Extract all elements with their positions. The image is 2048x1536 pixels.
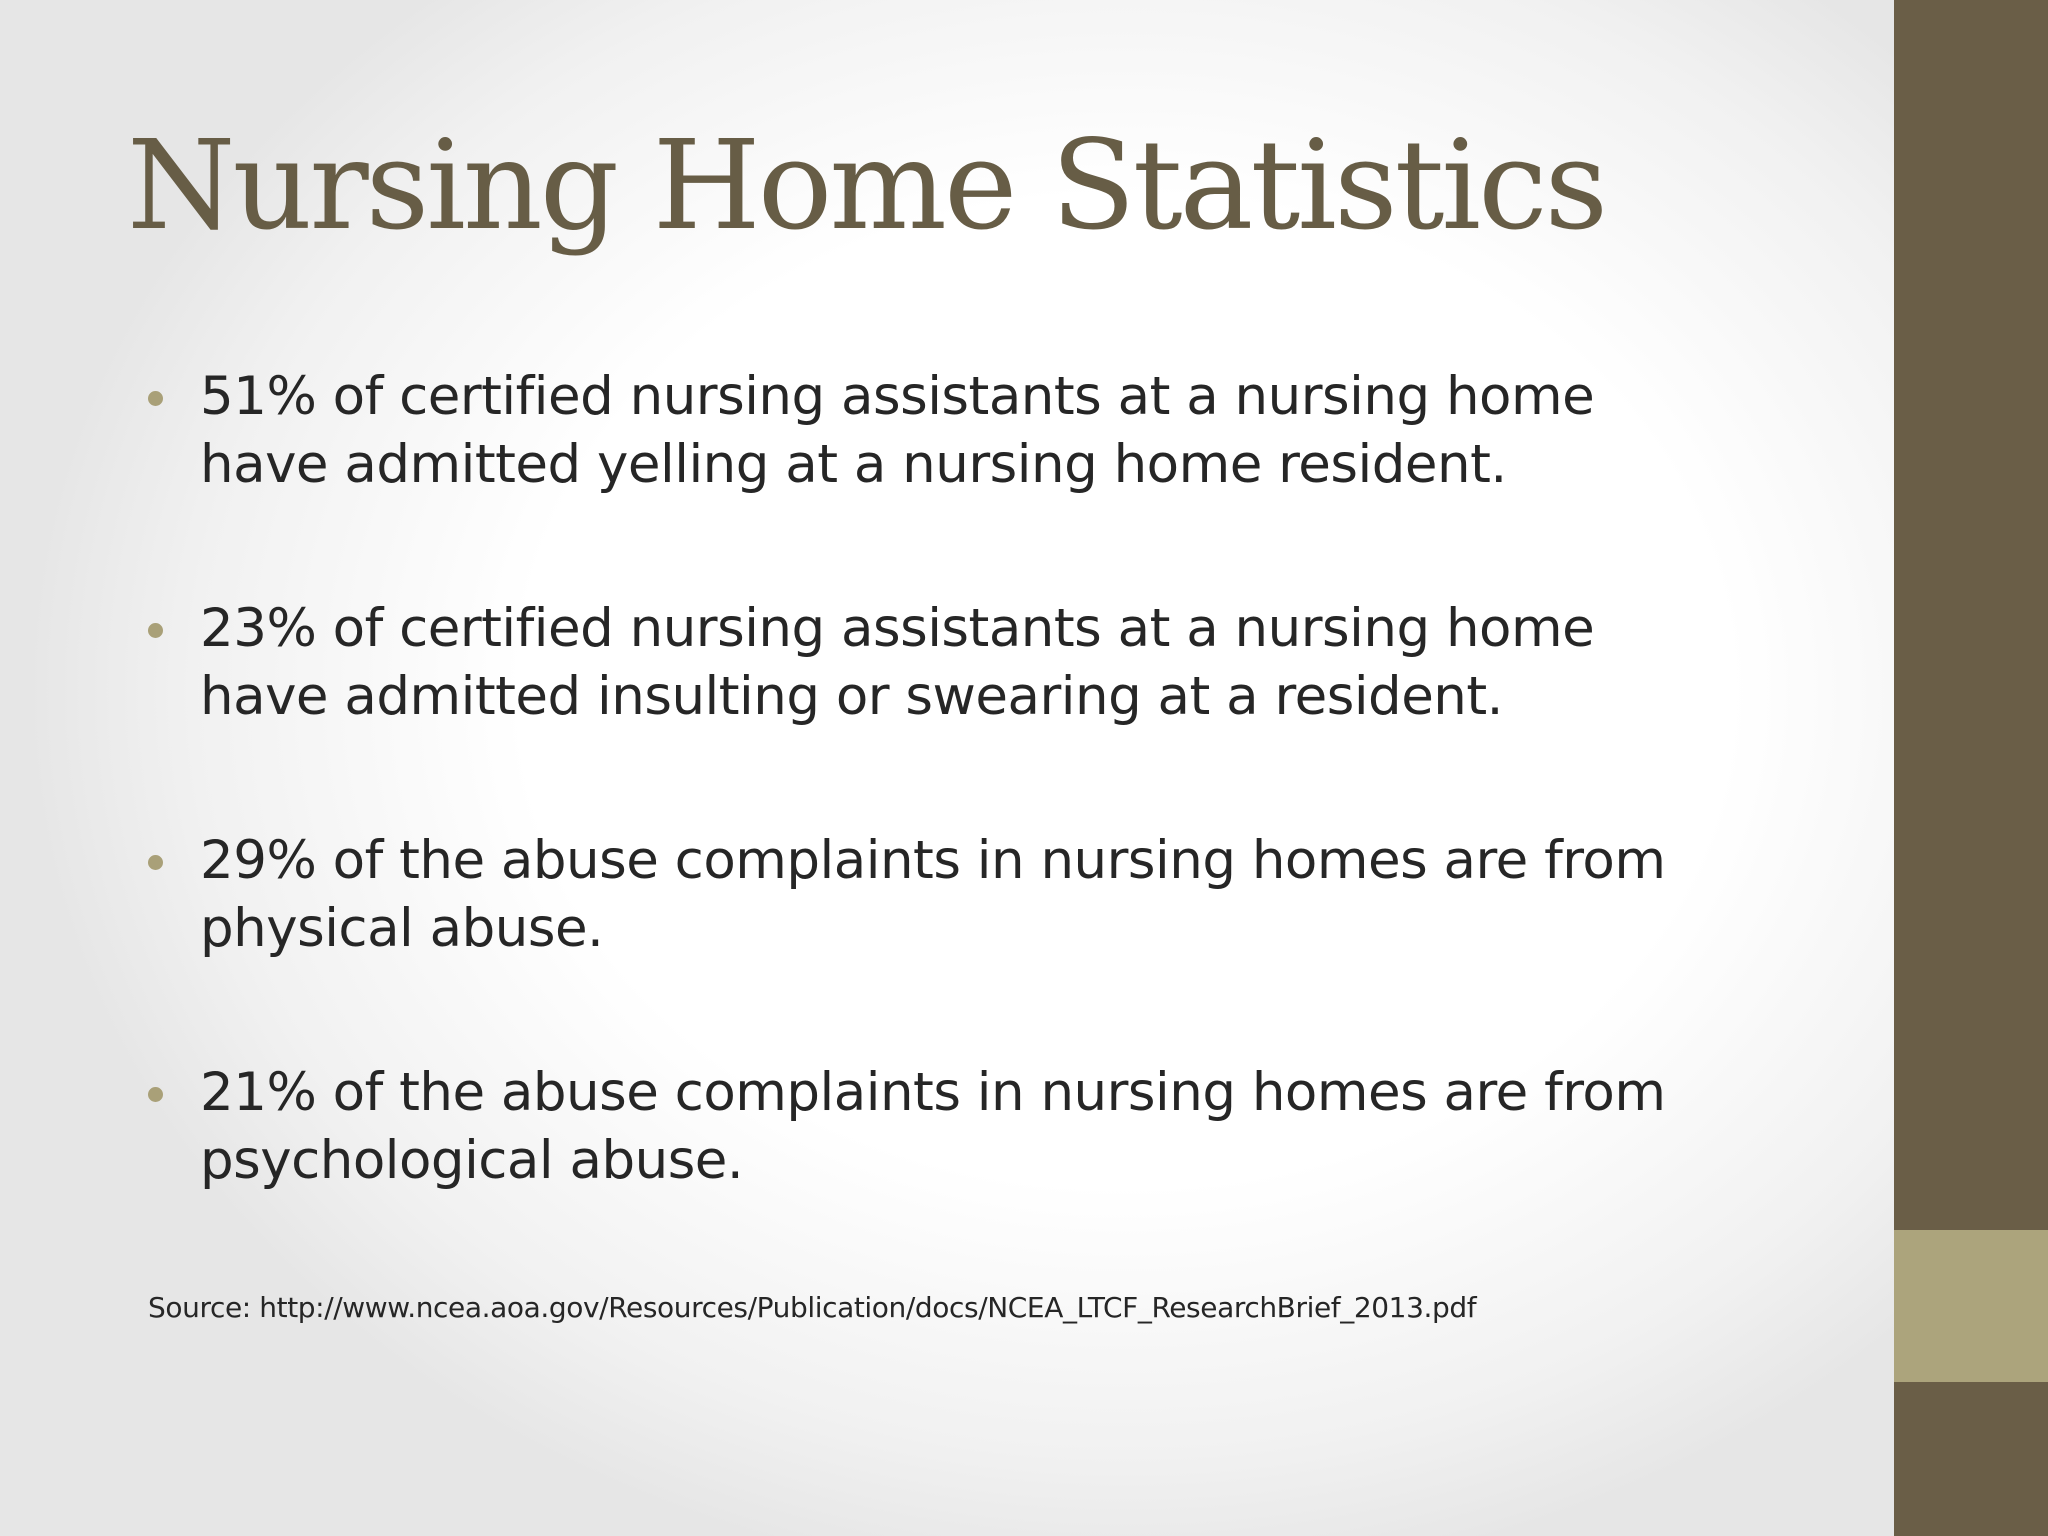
bullet-marker-icon — [148, 391, 163, 406]
decorative-side-accent — [1894, 1230, 2048, 1382]
bullet-item — [148, 595, 1708, 731]
bullet-marker-icon — [148, 1087, 163, 1102]
bullet-item — [148, 827, 1708, 963]
bullet-list — [148, 363, 1708, 1291]
bullet-text: 21% of the abuse complaints in nursing homes are from psychological abuse. — [200, 1062, 1666, 1191]
bullet-text: 23% of certified nursing assistants at a nursing home have admitted insulting or swearing at a resident. — [200, 598, 1595, 727]
bullet-marker-icon — [148, 623, 163, 638]
bullet-item — [148, 1059, 1708, 1195]
bullet-marker-icon — [148, 855, 163, 870]
source-citation: Source: http://www.ncea.aoa.gov/Resources/Publication/docs/NCEA_LTCF_ResearchBrief_2013.pdf — [148, 1291, 1477, 1324]
slide-title: Nursing Home Statistics — [127, 114, 1606, 258]
bullet-item — [148, 363, 1708, 499]
bullet-text: 29% of the abuse complaints in nursing homes are from physical abuse. — [200, 830, 1666, 959]
bullet-text: 51% of certified nursing assistants at a nursing home have admitted yelling at a nursing home resident. — [200, 366, 1595, 495]
